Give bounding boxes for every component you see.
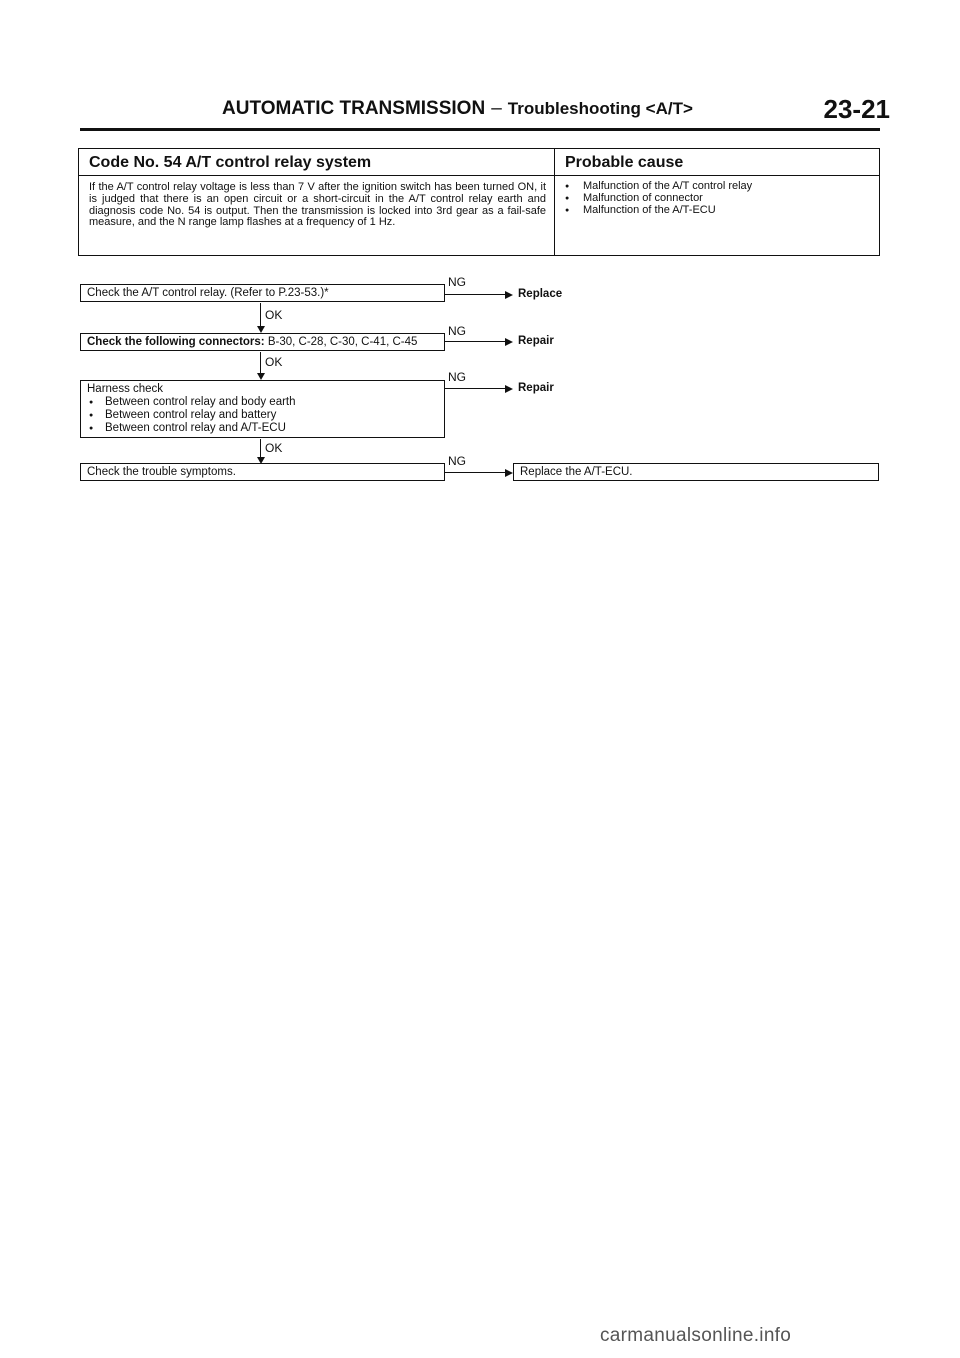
info-table-right-column (555, 149, 879, 255)
page-header-title (222, 98, 742, 120)
flow-step-3-box (80, 380, 445, 438)
ng-label: NG (448, 324, 466, 338)
flow-step-3-title: Harness check (87, 383, 164, 395)
watermark-text: carmanualsonline.info (600, 1325, 792, 1346)
section-subtitle: Troubleshooting <A/T> (507, 99, 693, 118)
ng-arrow (445, 388, 511, 389)
harness-check-item: ● Between control relay and A/T-ECU (87, 422, 438, 435)
flow-step-1-text: Check the A/T control relay. (Refer to P.23-53.)* (87, 287, 329, 299)
harness-check-list (87, 396, 438, 435)
section-title: AUTOMATIC TRANSMISSION (222, 98, 486, 119)
code-description: If the A/T control relay voltage is less than 7 V after the ignition switch has been turned ON, it is judged that there is an open circuit or a short-circuit in the A/T control relay earth and diagnosis code No. 54 is output. Then the transmission is locked into 3rd gear as a fail-safe measure, and the N range lamp flashes at a frequency of 1 Hz. (89, 181, 546, 229)
info-table-left-column (79, 149, 555, 255)
ok-arrow (260, 352, 261, 378)
ok-arrow (260, 303, 261, 331)
flow-step-2-text: B-30, C-28, C-30, C-41, C-45 (267, 336, 418, 348)
page-number: 23-21 (823, 94, 890, 124)
ok-label: OK (265, 355, 283, 369)
harness-check-item: ● Between control relay and battery (87, 409, 438, 422)
code-heading: Code No. 54 A/T control relay system (79, 149, 554, 176)
ng-arrow (445, 472, 511, 473)
ng-label: NG (448, 275, 466, 289)
ng-arrow (445, 294, 511, 295)
cause-item: ● Malfunction of the A/T control relay (565, 181, 879, 193)
ng-label: NG (448, 454, 466, 468)
flow-step-4-text: Check the trouble symptoms. (87, 466, 236, 478)
flow-step-1-box (80, 284, 445, 302)
title-dash: – (491, 98, 502, 119)
ok-label: OK (265, 441, 283, 455)
ng-arrow (445, 341, 511, 342)
cause-item: ● Malfunction of the A/T-ECU (565, 205, 879, 217)
cause-list (555, 176, 879, 216)
result-repair: Repair (518, 335, 554, 347)
flow-step-4-box (80, 463, 445, 481)
result-replace: Replace (518, 288, 563, 300)
harness-check-item: ● Between control relay and body earth (87, 396, 438, 409)
result-replace-ecu-text: Replace the A/T-ECU. (520, 466, 633, 478)
info-table (78, 148, 880, 256)
ng-label: NG (448, 370, 466, 384)
flow-step-2-box (80, 333, 445, 351)
result-repair: Repair (518, 382, 554, 394)
probable-cause-heading: Probable cause (555, 149, 879, 176)
cause-item: ● Malfunction of connector (565, 193, 879, 205)
header-rule (80, 128, 880, 131)
flow-step-2-bold-text: Check the following connectors: (87, 336, 265, 348)
ok-arrow (260, 439, 261, 462)
result-replace-ecu-box (513, 463, 879, 481)
ok-label: OK (265, 308, 283, 322)
